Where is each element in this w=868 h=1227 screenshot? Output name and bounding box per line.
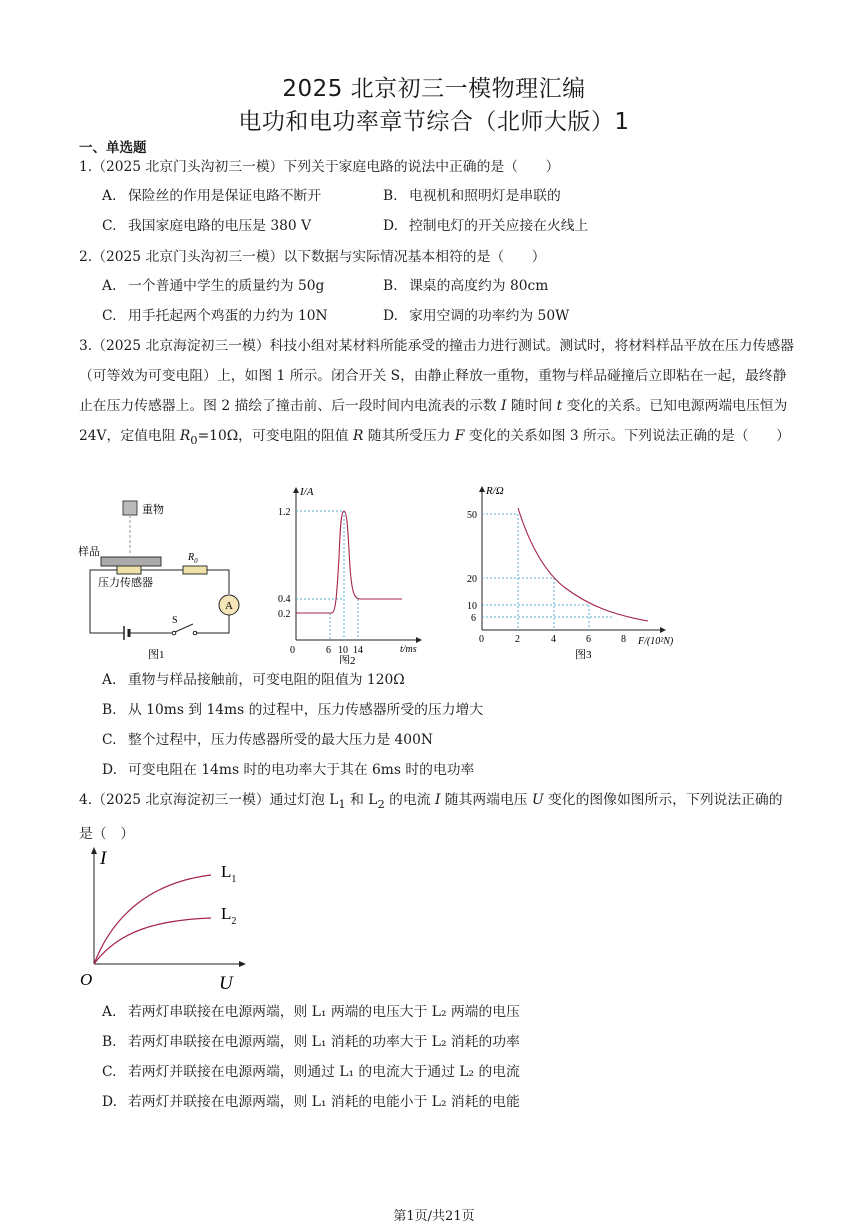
l1-label: $L_1$	[221, 862, 237, 885]
fig2-xtick-10: 10	[338, 645, 348, 656]
q2-option-d[interactable]: D. 家用空调的功率约为 50W	[383, 308, 570, 324]
q4-option-c[interactable]: C. 若两灯并联接在电源两端，则通过 L₁ 的电流大于通过 L₂ 的电流	[102, 1064, 520, 1080]
r0-label: $R_0$	[188, 552, 198, 565]
q2-option-c[interactable]: C. 用手托起两个鸡蛋的力约为 10N	[102, 308, 328, 324]
fig2-ytick-1-2: 1.2	[278, 507, 291, 518]
question-1-stem: 1.（2025 北京门头沟初三一模）下列关于家庭电路的说法中正确的是（ ）	[79, 159, 560, 175]
q1-option-a[interactable]: A. 保险丝的作用是保证电路不断开	[102, 188, 322, 204]
sample-label: 样品	[78, 546, 100, 558]
section-heading: 一、单选题	[79, 140, 147, 156]
question-4-stem: 4.（2025 北京海淀初三一模）通过灯泡 $L_1$ 和 $L_2$ 的电流 I 随其两端电压 U 变化的图像如图所示，下列说法正确的是（ ）	[79, 792, 783, 842]
fig2-xtick-0: 0	[290, 645, 295, 656]
question-3-stem: 3.（2025 北京海淀初三一模）科技小组对某材料所能承受的撞击力进行测试。测试时，将材料样品平放在压力传感器（可等效为可变电阻）上，如图 1 所示。闭合开关 S，由静止释放一重物，重物与样品碰撞后立即粘在一起，最终静止在压力传感器上。图 2 描绘了撞击前、后一段时间内电流表的示数 I 随时间 t 变化的关系。已知电源两端电压恒为 24V，定值电阻 $R_0=10\Omega$，可变电阻的阻值 R 随其所受压力 F 变化的关系如图 3 所示。下列说法正确的是（ ）	[79, 338, 794, 447]
q4-option-b[interactable]: B. 若两灯串联接在电源两端，则 L₁ 消耗的功率大于 L₂ 消耗的功率	[102, 1034, 520, 1050]
q3-option-a[interactable]: A. 重物与样品接触前，可变电阻的阻值为 120Ω	[102, 672, 405, 688]
weight-block	[123, 501, 137, 515]
fig2-ytick-0-4: 0.4	[278, 594, 291, 605]
fig2-ytick-0-2: 0.2	[278, 609, 291, 620]
figure-1-caption: 图1	[148, 649, 165, 661]
fig3-xtick-6: 6	[586, 634, 591, 645]
ammeter-label: A	[225, 600, 233, 612]
fig3-resistance-curve	[518, 508, 648, 621]
fig3-xtick-4: 4	[551, 634, 556, 645]
fig3-xtick-2: 2	[515, 634, 520, 645]
fig2-current-curve	[296, 511, 402, 613]
page-footer: 第1页/共21页	[393, 1209, 475, 1224]
q4-option-a[interactable]: A. 若两灯串联接在电源两端，则 L₁ 两端的电压大于 L₂ 两端的电压	[102, 1004, 520, 1020]
figure-1-circuit	[76, 496, 246, 664]
l2-label: $L_2$	[221, 904, 237, 927]
fig2-ylabel: I/A	[300, 486, 314, 498]
fig2-xtick-6: 6	[326, 645, 331, 656]
question-2-stem: 2.（2025 北京门头沟初三一模）以下数据与实际情况基本相符的是（ ）	[79, 249, 546, 265]
fig3-xtick-8: 8	[621, 634, 626, 645]
sample-block	[101, 557, 161, 566]
fig2-xtick-14: 14	[353, 645, 363, 656]
fig4-origin: O	[80, 970, 93, 989]
fig2-xlabel: t/ms	[400, 644, 417, 655]
q2-option-b[interactable]: B. 课桌的高度约为 80cm	[383, 278, 549, 294]
q3-option-b[interactable]: B. 从 10ms 到 14ms 的过程中，压力传感器所受的压力增大	[102, 702, 484, 718]
fig4-xlabel: U	[219, 973, 233, 992]
figure-2-caption: 图2	[339, 655, 356, 664]
title-line-2: 电功和电功率章节综合（北师大版）1	[238, 109, 630, 135]
l2-curve	[94, 918, 211, 964]
fig3-xtick-0: 0	[479, 634, 484, 645]
q1-option-c[interactable]: C. 我国家庭电路的电压是 380 V	[102, 218, 312, 234]
figure-3-resistance-force	[464, 478, 694, 664]
q3-option-c[interactable]: C. 整个过程中，压力传感器所受的最大压力是 400N	[102, 732, 433, 748]
fig3-ytick-10: 10	[467, 601, 477, 612]
q2-option-a[interactable]: A. 一个普通中学生的质量约为 50g	[102, 278, 325, 294]
switch-label: S	[172, 615, 178, 626]
q4-option-d[interactable]: D. 若两灯并联接在电源两端，则 L₁ 消耗的电能小于 L₂ 消耗的电能	[102, 1094, 520, 1110]
fig3-ylabel: R/Ω	[486, 485, 504, 497]
fig3-ytick-50: 50	[467, 510, 477, 521]
r0-resistor	[183, 566, 207, 574]
sensor-label: 压力传感器	[98, 577, 153, 589]
fig3-ytick-6: 6	[471, 613, 476, 624]
switch	[175, 624, 193, 632]
weight-label: 重物	[142, 504, 164, 516]
figure-4-current-voltage	[74, 842, 254, 992]
title-line-1: 2025 北京初三一模物理汇编	[282, 76, 586, 102]
q1-option-d[interactable]: D. 控制电灯的开关应接在火线上	[383, 218, 589, 234]
q1-option-b[interactable]: B. 电视机和照明灯是串联的	[383, 188, 561, 204]
fig3-ytick-20: 20	[467, 574, 477, 585]
pressure-sensor	[117, 566, 141, 574]
fig3-xlabel: F/(10²N)	[638, 636, 674, 647]
q3-option-d[interactable]: D. 可变电阻在 14ms 时的电功率大于其在 6ms 时的电功率	[102, 762, 475, 778]
fig4-ylabel: I	[100, 848, 107, 869]
figure-2-current-time	[270, 478, 430, 664]
figure-3-caption: 图3	[575, 649, 592, 661]
